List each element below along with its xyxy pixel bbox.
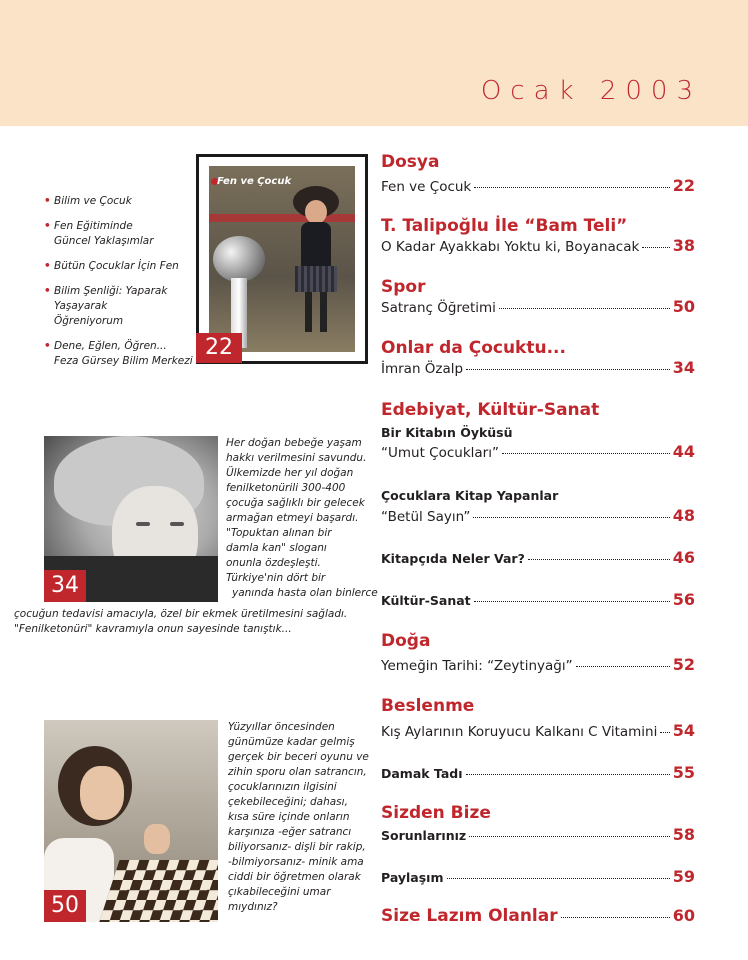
- toc-entry[interactable]: Size Lazım Olanlar 60: [381, 906, 695, 926]
- page-badge-22: 22: [196, 333, 242, 363]
- chess-girl-face: [80, 766, 124, 820]
- section-heading: Spor: [381, 277, 426, 297]
- toc-entry[interactable]: “Umut Çocukları” 44: [381, 442, 695, 461]
- girl-body: [301, 222, 331, 268]
- section-heading: Dosya: [381, 152, 440, 172]
- list-item: • Bilim ve Çocuk: [44, 195, 132, 207]
- toc-entry[interactable]: O Kadar Ayakkabı Yoktu ki, Boyanacak 38: [381, 236, 695, 255]
- girl-head: [305, 200, 327, 224]
- section-heading: Doğa: [381, 631, 431, 651]
- toc-entry[interactable]: Kültür-Sanat 56: [381, 590, 695, 609]
- section-heading: T. Talipoğlu İle “Bam Teli”: [381, 216, 628, 236]
- list-item: • Dene, Eğlen, Öğren... Feza Gürsey Bilim Merkezi: [44, 340, 193, 367]
- toc-entry[interactable]: İmran Özalp 34: [381, 358, 695, 377]
- blurb-34: Her doğan bebeğe yaşam hakkı verilmesini savundu. Ülkemizde her yıl doğan fenilketonürili 300-400 çocuğa sağlıklı bir gelecek armağan etmeyi başardı. "Topuktan alınan bir damla kan" sloganı onunla özdeşleşti. Türkiye'nin dört bir yanında hasta olan binlerce: [226, 437, 378, 599]
- toc-entry[interactable]: Sorunlarınız 58: [381, 825, 695, 844]
- toc-entry[interactable]: Satranç Öğretimi 50: [381, 297, 695, 316]
- list-item: • Bilim Şenliği: Yaparak Yaşayarak Öğreniyorum: [44, 285, 168, 327]
- cover-image: [209, 166, 355, 352]
- page-badge-34: 34: [44, 570, 86, 602]
- cover-logo: Fen ve Çocuk: [217, 176, 292, 187]
- toc-entry[interactable]: Damak Tadı 55: [381, 763, 695, 782]
- blurb-34-tail: çocuğun tedavisi amacıyla, özel bir ekmek üretilmesini sağladı. "Fenilketonüri" kavramıyla onun sayesinde tanıştık...: [14, 608, 348, 635]
- toc-entry[interactable]: “Betül Sayın” 48: [381, 506, 695, 525]
- portrait-eye: [136, 522, 150, 526]
- section-heading: Sizden Bize: [381, 803, 491, 823]
- page-badge-50: 50: [44, 890, 86, 922]
- section-heading: Onlar da Çocuktu...: [381, 338, 566, 358]
- girl-skirt: [295, 266, 337, 292]
- blurb-50: Yüzyıllar öncesinden günümüze kadar gelmiş gerçek bir beceri oyunu ve zihin sporu olan satrancın, çocuklarınızın ilgisini çekebileceğini; dahası, kısa süre içinde onların karşınıza -eğer satrancı biliyorsanız- dişli bir rakip, -bilmiyorsanız- minik ama ciddi bir öğretmen olarak çıkabileceğini umar mıydınız?: [228, 721, 369, 913]
- toc-entry[interactable]: Fen ve Çocuk 22: [381, 176, 695, 195]
- toc-sublabel: Bir Kitabın Öyküsü: [381, 425, 513, 440]
- toc-entry[interactable]: Yemeğin Tarihi: “Zeytinyağı” 52: [381, 655, 695, 674]
- issue-date: Ocak 2003: [480, 76, 702, 106]
- section-heading: Edebiyat, Kültür-Sanat: [381, 400, 600, 420]
- header-band: [0, 0, 748, 126]
- list-item: • Bütün Çocuklar İçin Fen: [44, 260, 179, 272]
- chess-board: [97, 860, 218, 922]
- toc-sublabel: Çocuklara Kitap Yapanlar: [381, 488, 559, 503]
- toc-entry[interactable]: Kitapçıda Neler Var? 46: [381, 548, 695, 567]
- toc-entry[interactable]: Paylaşım 59: [381, 867, 695, 886]
- section-heading: Beslenme: [381, 696, 475, 716]
- dosya-topics-list: [44, 194, 194, 379]
- list-item: • Fen Eğitiminde Güncel Yaklaşımlar: [44, 220, 154, 247]
- plasma-ball: [213, 236, 265, 282]
- cover-red-stripe: [209, 214, 355, 222]
- girl-legs: [305, 292, 327, 332]
- chess-girl-hand: [144, 824, 170, 854]
- portrait-eye: [170, 522, 184, 526]
- toc-entry[interactable]: Kış Aylarının Koruyucu Kalkanı C Vitamini 54: [381, 721, 695, 740]
